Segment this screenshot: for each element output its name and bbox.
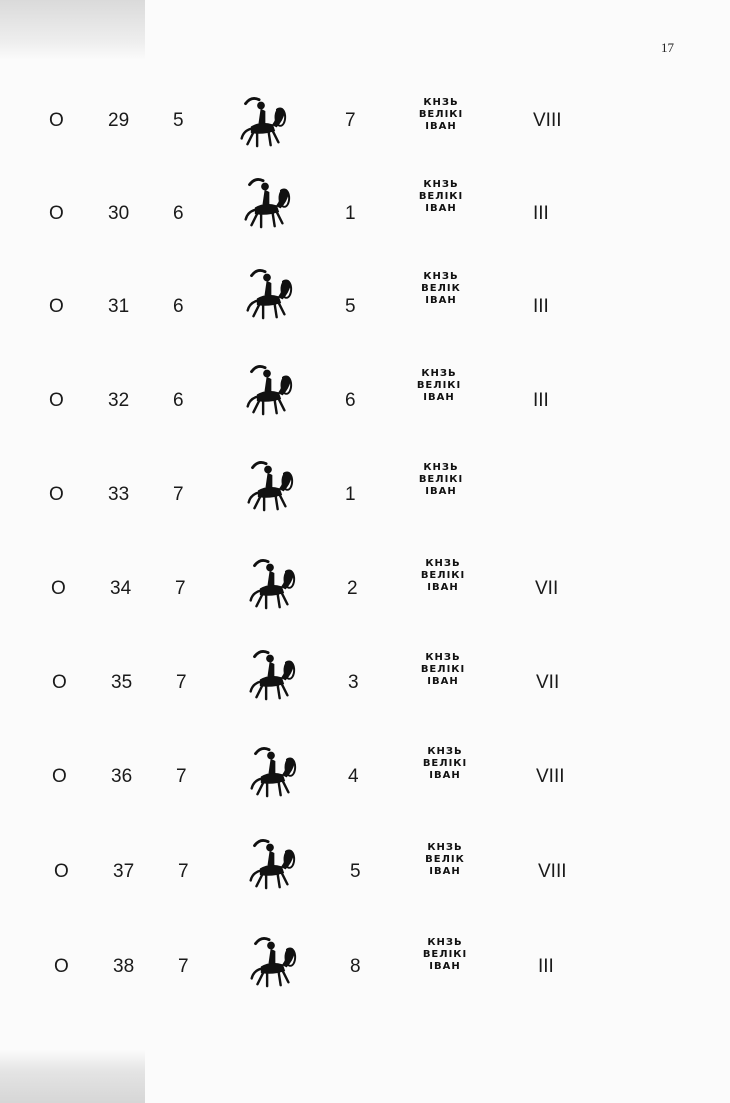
coin-number: 30 <box>108 203 130 224</box>
die-group: VII <box>536 672 560 693</box>
coin-row <box>0 271 730 386</box>
coin-row <box>0 462 730 574</box>
horseman-icon <box>241 554 299 612</box>
inscription-line: ВЕЛІКІ <box>422 758 468 769</box>
coin-number: 38 <box>113 956 135 977</box>
horseman-icon <box>238 360 296 418</box>
coin-type: O <box>51 578 66 599</box>
inscription-line: КНЗЬ <box>423 179 459 190</box>
die-group: VII <box>535 578 559 599</box>
obverse-die: 1 <box>345 203 356 224</box>
coin-type: O <box>49 484 64 505</box>
inscription-line: КНЗЬ <box>421 368 457 379</box>
inscription-line: ІВАН <box>425 486 457 497</box>
coin-type: O <box>49 390 64 411</box>
inscription-line: КНЗЬ <box>425 558 461 569</box>
coin-variant: 5 <box>173 110 184 131</box>
inscription-line: ІВАН <box>429 770 461 781</box>
inscription-line: ВЕЛІКІ <box>416 380 462 391</box>
coin-number: 37 <box>113 861 135 882</box>
coin-type: O <box>54 861 69 882</box>
obverse-die: 3 <box>348 672 359 693</box>
coin-row <box>0 652 730 762</box>
inscription-line: ІВАН <box>425 295 457 306</box>
coin-variant: 7 <box>178 861 189 882</box>
coin-number: 32 <box>108 390 130 411</box>
coin-inscription <box>404 368 474 404</box>
coin-row <box>0 368 730 480</box>
obverse-die: 4 <box>348 766 359 787</box>
inscription-line: ІВАН <box>429 961 461 972</box>
obverse-die: 2 <box>347 578 358 599</box>
coin-inscription <box>408 652 478 688</box>
horseman-icon <box>241 834 299 892</box>
coin-inscription <box>406 97 476 133</box>
inscription-line: ВЕЛІК <box>421 283 461 294</box>
coin-variant: 7 <box>176 766 187 787</box>
coin-inscription <box>410 937 480 973</box>
coin-inscription <box>410 746 480 782</box>
coin-row <box>0 97 730 200</box>
coin-variant: 7 <box>176 672 187 693</box>
inscription-line: ІВАН <box>429 866 461 877</box>
obverse-die: 5 <box>350 861 361 882</box>
obverse-die: 6 <box>345 390 356 411</box>
horseman-icon <box>239 456 297 514</box>
obverse-die: 1 <box>345 484 356 505</box>
inscription-line: КНЗЬ <box>423 97 459 108</box>
coin-row <box>0 842 730 951</box>
coin-number: 31 <box>108 296 130 317</box>
coin-row <box>0 746 730 856</box>
coin-type: O <box>49 296 64 317</box>
coin-type: O <box>52 766 67 787</box>
die-group: III <box>533 390 549 411</box>
coin-row <box>0 179 730 293</box>
scan-shadow-top <box>0 0 145 60</box>
inscription-line: ВЕЛІКІ <box>422 949 468 960</box>
horseman-icon <box>236 173 294 231</box>
obverse-die: 8 <box>350 956 361 977</box>
page-number: 17 <box>661 40 674 55</box>
coin-number: 34 <box>110 578 132 599</box>
horseman-icon <box>238 264 296 322</box>
inscription-line: ВЕЛІКІ <box>420 570 466 581</box>
coin-variant: 7 <box>178 956 189 977</box>
coin-variant: 6 <box>173 296 184 317</box>
coin-number: 29 <box>108 110 130 131</box>
coin-inscription <box>406 179 476 215</box>
inscription-line: ВЕЛІКІ <box>418 109 464 120</box>
coin-type: O <box>49 110 64 131</box>
inscription-line: ВЕЛІКІ <box>418 191 464 202</box>
inscription-line: КНЗЬ <box>425 652 461 663</box>
coin-type: O <box>52 672 67 693</box>
coin-variant: 6 <box>173 203 184 224</box>
scan-shadow-bottom <box>0 1050 145 1103</box>
coin-row <box>0 937 730 1046</box>
inscription-line: ВЕЛІК <box>425 854 465 865</box>
die-group: VIII <box>536 766 565 787</box>
horseman-icon <box>232 92 290 150</box>
horseman-icon <box>242 932 300 990</box>
obverse-die: 5 <box>345 296 356 317</box>
inscription-line: ІВАН <box>425 203 457 214</box>
coin-variant: 7 <box>175 578 186 599</box>
coin-inscription <box>406 271 476 307</box>
coin-row <box>0 558 730 668</box>
inscription-line: КНЗЬ <box>427 842 463 853</box>
die-group: III <box>533 203 549 224</box>
coin-type: O <box>49 203 64 224</box>
coin-type: O <box>54 956 69 977</box>
inscription-line: ІВАН <box>427 582 459 593</box>
inscription-line: КНЗЬ <box>423 462 459 473</box>
coin-number: 33 <box>108 484 130 505</box>
coin-inscription <box>406 462 476 498</box>
coin-variant: 6 <box>173 390 184 411</box>
inscription-line: КНЗЬ <box>423 271 459 282</box>
coin-inscription <box>408 558 478 594</box>
die-group: VIII <box>533 110 562 131</box>
inscription-line: ВЕЛІКІ <box>418 474 464 485</box>
coin-variant: 7 <box>173 484 184 505</box>
inscription-line: ІВАН <box>427 676 459 687</box>
inscription-line: КНЗЬ <box>427 937 463 948</box>
inscription-line: ІВАН <box>425 121 457 132</box>
inscription-line: КНЗЬ <box>427 746 463 757</box>
inscription-line: ІВАН <box>423 392 455 403</box>
coin-inscription <box>410 842 480 878</box>
horseman-icon <box>241 645 299 703</box>
coin-number: 36 <box>111 766 133 787</box>
coin-number: 35 <box>111 672 133 693</box>
die-group: III <box>533 296 549 317</box>
die-group: VIII <box>538 861 567 882</box>
inscription-line: ВЕЛІКІ <box>420 664 466 675</box>
horseman-icon <box>242 742 300 800</box>
die-group: III <box>538 956 554 977</box>
obverse-die: 7 <box>345 110 356 131</box>
